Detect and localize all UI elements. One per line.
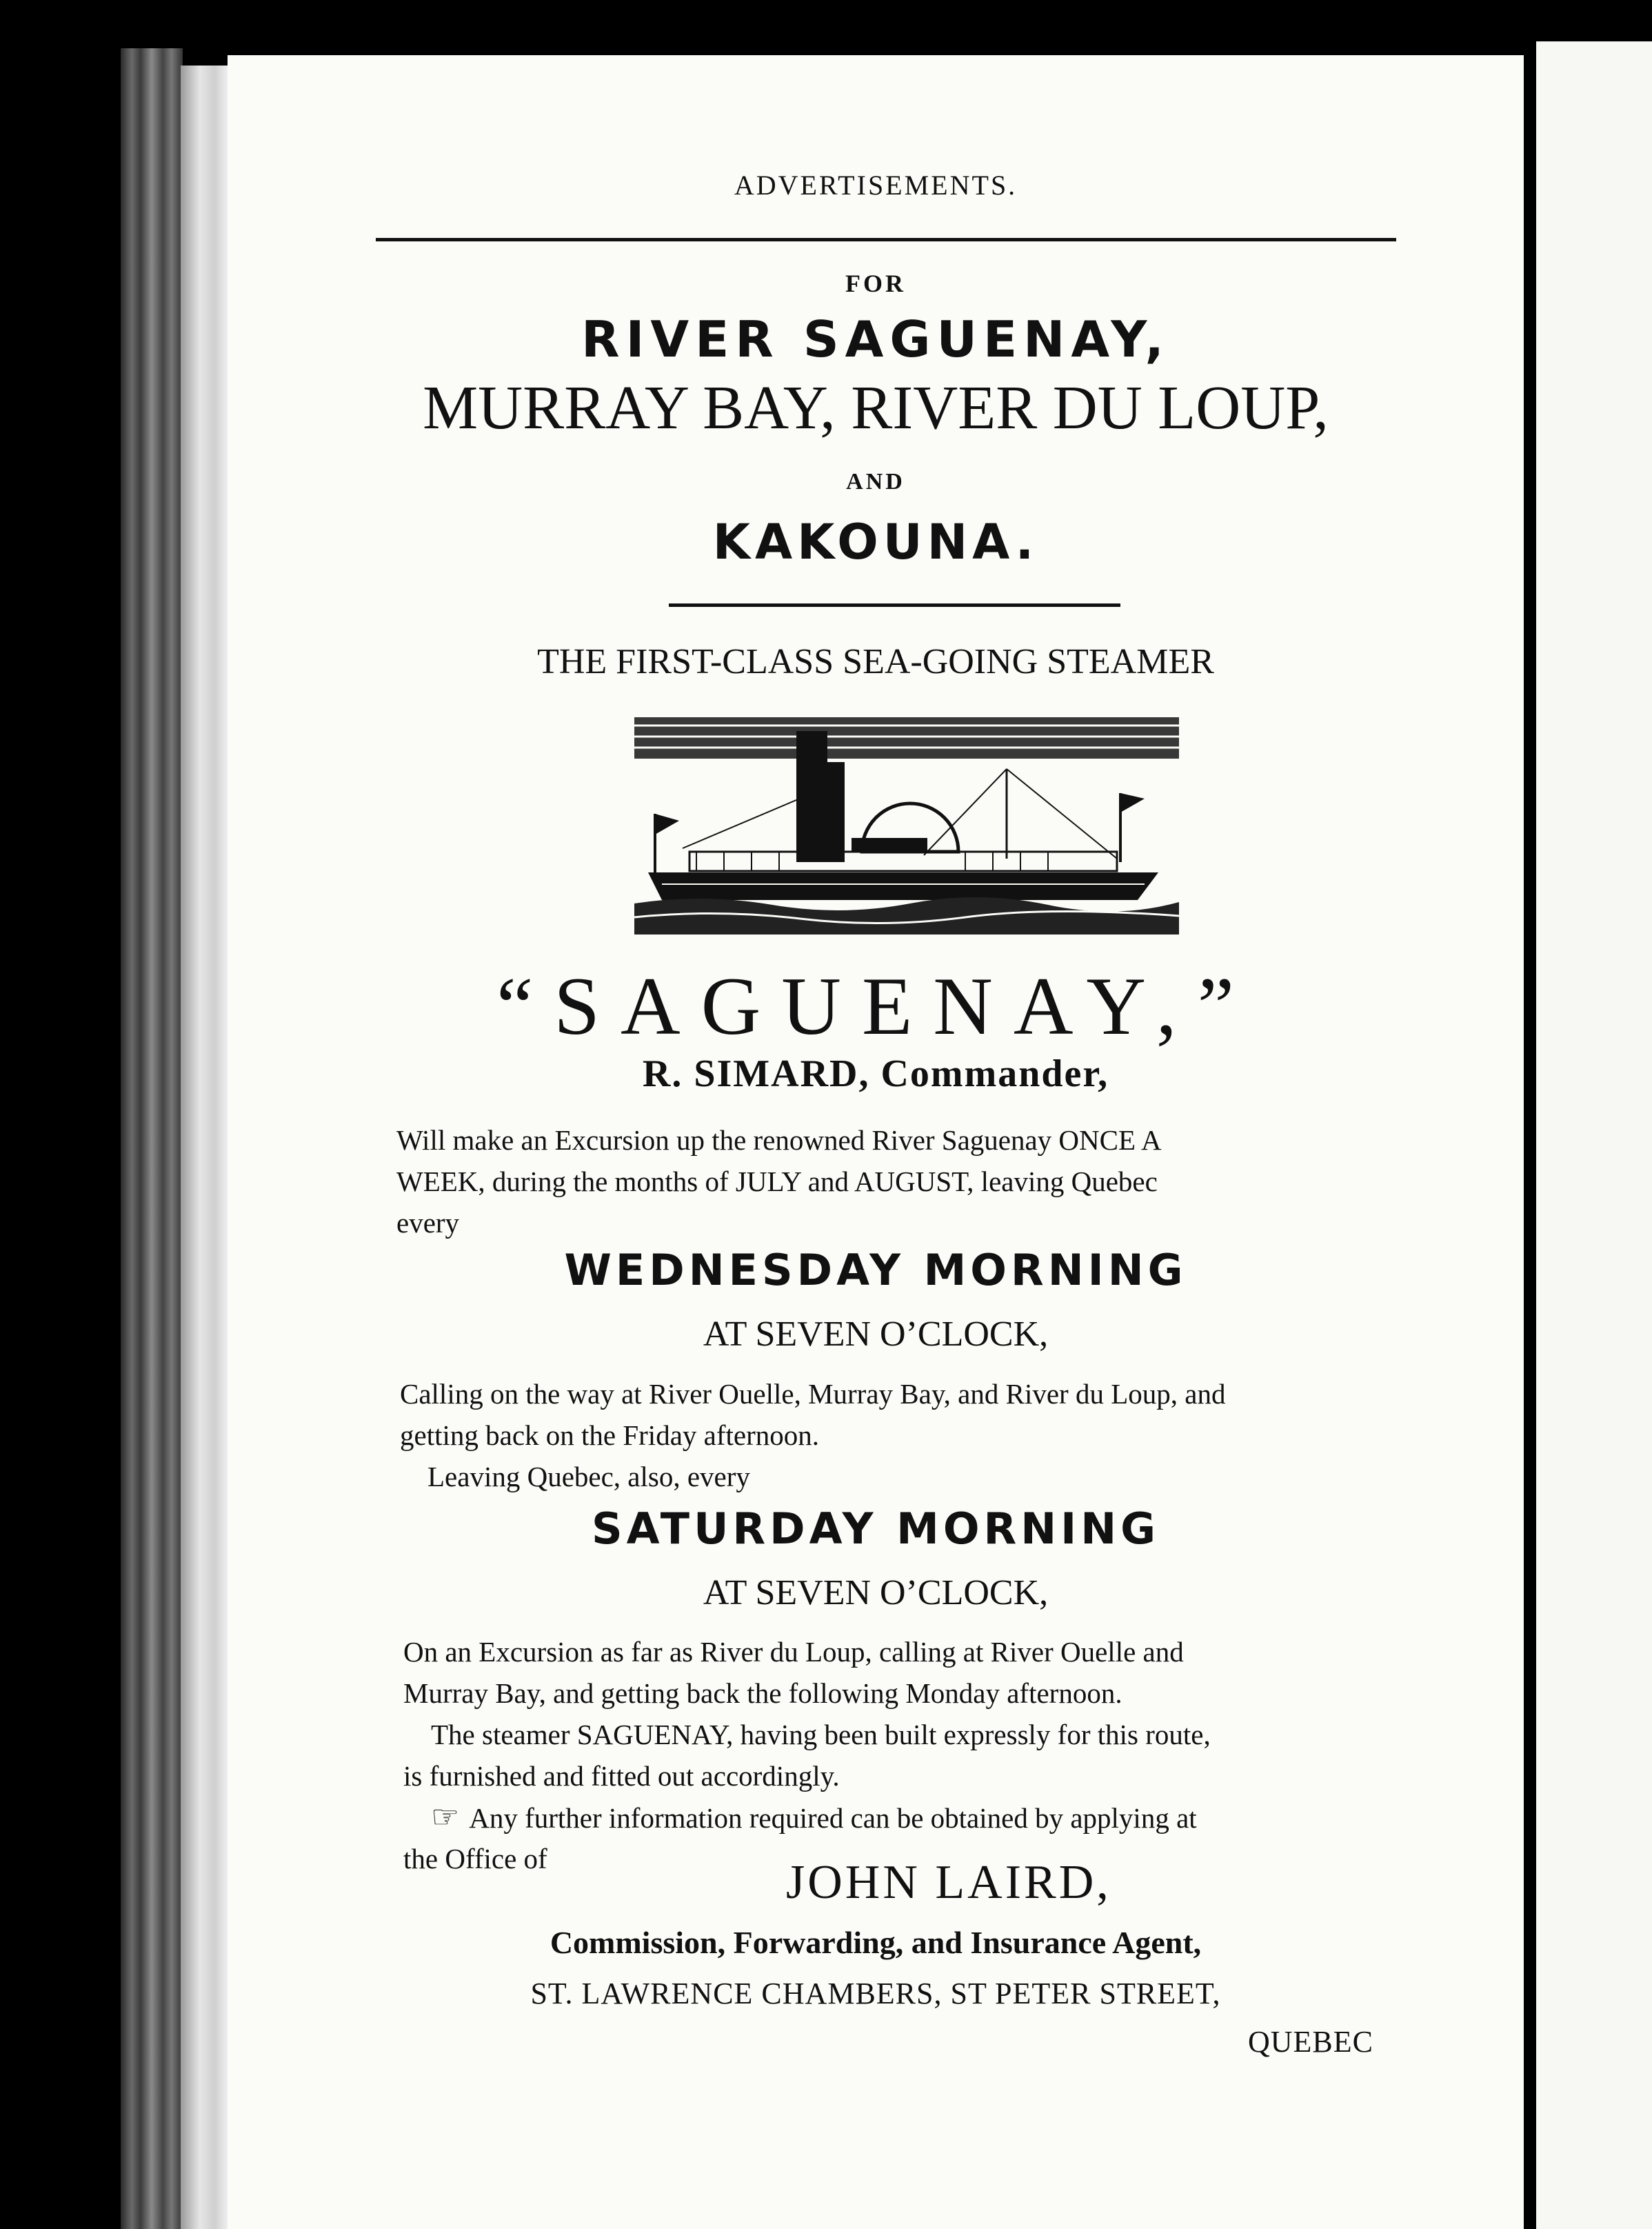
paragraph-2-line-3: Leaving Quebec, also, every (427, 1461, 750, 1492)
paragraph-3-line-2: Murray Bay, and getting back the following Monday afternoon. (403, 1677, 1122, 1709)
facing-page-edge (1536, 41, 1652, 2229)
paragraph-3-line-1: On an Excursion as far as River du Loup, calling at River Ouelle and (403, 1636, 1184, 1668)
commander-line: R. SIMARD, Commander, (642, 1052, 1109, 1095)
departure-1-day: WEDNESDAY MORNING (564, 1245, 1187, 1295)
paragraph-2-line-1: Calling on the way at River Ouelle, Murray Bay, and River du Loup, and (400, 1378, 1226, 1410)
paddle-steamer-icon (634, 717, 1179, 934)
steamer-intro: THE FIRST-CLASS SEA-GOING STEAMER (537, 642, 1214, 681)
paragraph-1-line-3: every (396, 1207, 460, 1239)
agent-name: JOHN LAIRD, (786, 1856, 1111, 1909)
pointing-hand-icon: ☞ (431, 1799, 460, 1835)
page-edge (181, 66, 229, 2229)
departure-1-time: AT SEVEN O’CLOCK, (703, 1315, 1049, 1354)
paragraph-3-line-4: is furnished and fitted out accordingly. (403, 1760, 840, 1792)
paragraph-3-line-3: The steamer SAGUENAY, having been built expressly for this route, (431, 1719, 1211, 1750)
header-rule (376, 238, 1396, 241)
title-and: AND (846, 469, 905, 494)
departure-2-time: AT SEVEN O’CLOCK, (703, 1573, 1049, 1612)
title-line-2: MURRAY BAY, RIVER DU LOUP, (423, 374, 1329, 442)
agent-title: Commission, Forwarding, and Insurance Agent, (550, 1925, 1202, 1960)
title-rule (669, 603, 1120, 607)
advertisement-page (228, 55, 1524, 2229)
agent-city: QUEBEC (1248, 2025, 1373, 2059)
paragraph-1-line-2: WEEK, during the months of JULY and AUGUST, leaving Quebec (396, 1166, 1158, 1197)
title-for: FOR (845, 270, 906, 297)
running-head: ADVERTISEMENTS. (734, 170, 1018, 201)
paragraph-3-line-5 (431, 1795, 1197, 1841)
paragraph-3-line-6: the Office of (403, 1843, 547, 1875)
departure-2-day: SATURDAY MORNING (591, 1503, 1160, 1554)
agent-address: ST. LAWRENCE CHAMBERS, ST PETER STREET, (530, 1977, 1221, 2010)
paragraph-2-line-2: getting back on the Friday afternoon. (400, 1419, 819, 1451)
book-spine (121, 48, 183, 2229)
ship-name: “SAGUENAY,” (496, 960, 1256, 1052)
title-line-1: RIVER SAGUENAY, (581, 310, 1170, 368)
paragraph-1-line-1: Will make an Excursion up the renowned River Saguenay ONCE A (396, 1124, 1162, 1156)
paragraph-3-line-5-text: Any further information required can be obtained by applying at (469, 1802, 1197, 1834)
title-line-3: KAKOUNA. (712, 514, 1039, 570)
